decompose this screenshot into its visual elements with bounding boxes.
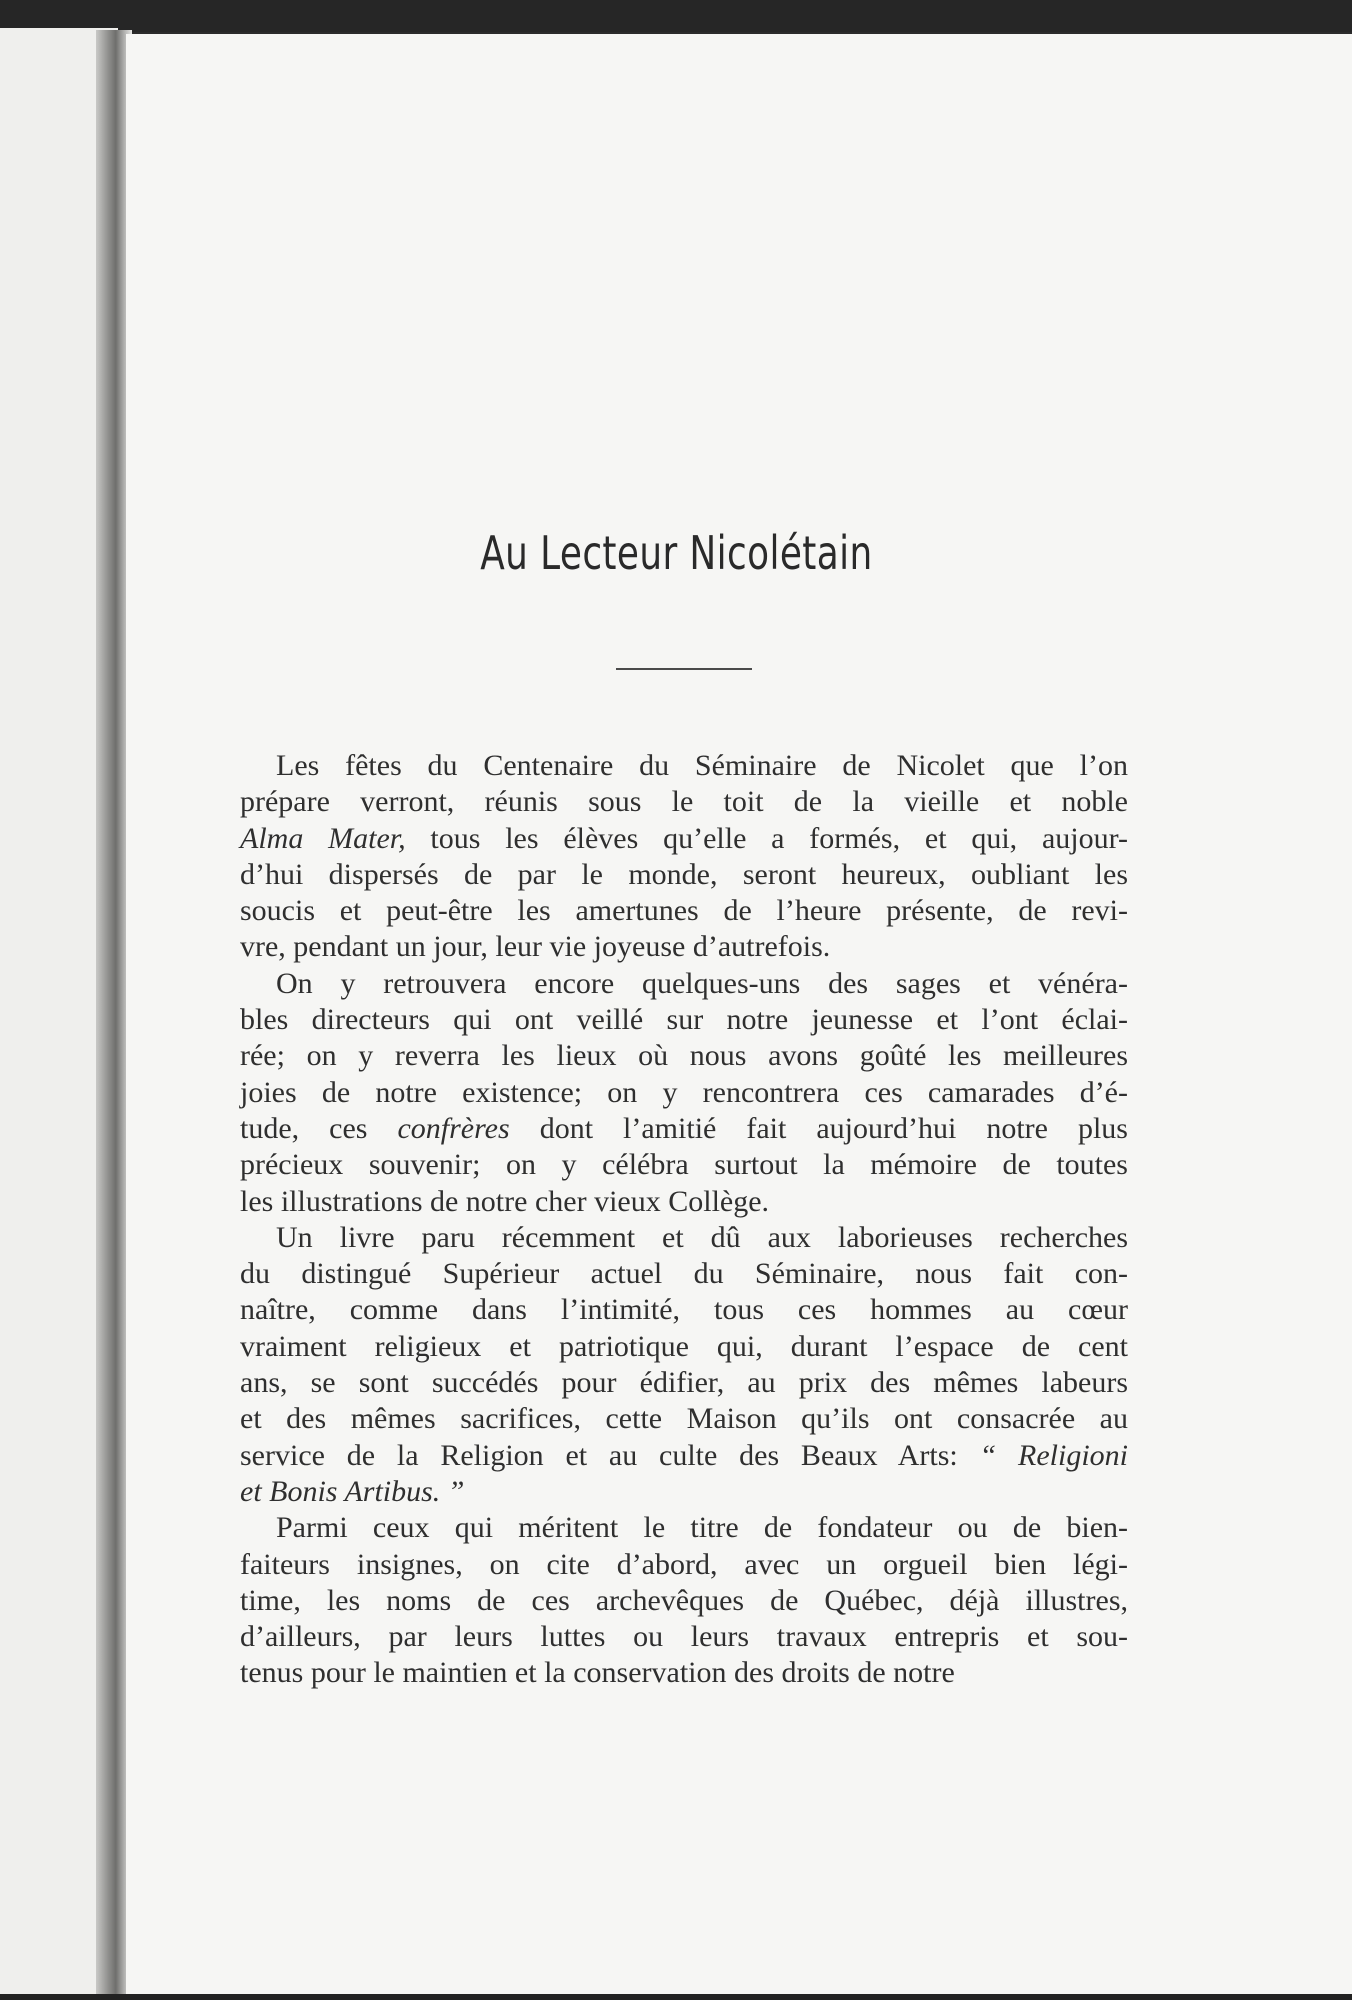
text-line [240, 1365, 1128, 1401]
italic-text-run: et Bonis Artibus. ” [240, 1474, 465, 1508]
text-line [240, 1329, 1128, 1365]
text-run: joies de notre existence; on y rencontrera ces camarades d’é- [240, 1075, 1128, 1109]
italic-text-run: confrères [397, 1111, 510, 1145]
text-run: rée; on y reverra les lieux où nous avons goûté les meilleures [240, 1039, 1128, 1073]
text-run: Les fêtes du Centenaire du Séminaire de Nicolet que l’on [276, 749, 1128, 782]
text-line [240, 784, 1128, 820]
text-line [240, 1002, 1128, 1038]
text-line [240, 966, 1128, 1002]
title-rule [616, 668, 752, 670]
text-line [240, 1401, 1128, 1437]
text-run: ans, se sont succédés pour édifier, au prix des mêmes labeurs [240, 1366, 1128, 1400]
text-line [240, 1547, 1128, 1583]
text-line [240, 929, 1128, 965]
text-run: tude, ces [240, 1111, 398, 1145]
text-run: tous les élèves qu’elle a formés, et qui, aujour- [405, 821, 1129, 855]
text-line [240, 1292, 1128, 1328]
text-line [240, 893, 1128, 929]
text-run: Un livre paru récemment et dû aux laborieuses recherches [276, 1220, 1128, 1254]
text-run: service de la Religion et au culte des Beaux Arts: [240, 1438, 980, 1472]
text-line [240, 857, 1128, 893]
text-line [240, 1038, 1128, 1074]
text-line [240, 1256, 1128, 1292]
text-run: précieux souvenir; on y célébra surtout la mémoire de toutes [240, 1148, 1128, 1182]
text-run: Parmi ceux qui méritent le titre de fondateur ou de bien- [276, 1511, 1128, 1545]
text-run: et des mêmes sacrifices, cette Maison qu’ils ont consacrée au [240, 1402, 1128, 1436]
text-run: time, les noms de ces archevêques de Québec, déjà illustres, [240, 1583, 1128, 1617]
text-line [240, 1438, 1128, 1474]
text-run: d’hui dispersés de par le monde, seront heureux, oubliant les [240, 857, 1128, 891]
text-line [240, 1075, 1128, 1111]
text-run: naître, comme dans l’intimité, tous ces hommes au cœur [240, 1293, 1128, 1327]
text-line [240, 748, 1128, 784]
page-title: Au Lecteur Nicolétain [480, 526, 873, 580]
text-line [240, 1619, 1128, 1655]
text-run: vraiment religieux et patriotique qui, durant l’espace de cent [240, 1329, 1128, 1363]
text-run: du distingué Supérieur actuel du Séminaire, nous fait con- [240, 1257, 1128, 1291]
text-run: faiteurs insignes, on cite d’abord, avec un orgueil bien légi- [240, 1547, 1128, 1581]
text-line [240, 1474, 1128, 1510]
italic-text-run: Alma Mater, [240, 821, 406, 855]
text-run: dont l’amitié fait aujourd’hui notre plus [509, 1111, 1128, 1145]
scan-bottom-border [0, 1994, 1352, 2000]
text-line [240, 1655, 1128, 1691]
text-line [240, 1510, 1128, 1546]
text-line [240, 1184, 1128, 1220]
text-run: tenus pour le maintien et la conservation des droits de notre [240, 1656, 955, 1690]
text-line [240, 1111, 1128, 1147]
text-run: soucis et peut-être les amertunes de l’heure présente, de revi- [240, 894, 1128, 928]
text-run: On y retrouvera encore quelques-uns des sages et vénéra- [276, 966, 1128, 1000]
body-text [240, 748, 1128, 1692]
italic-text-run: “ Religioni [979, 1438, 1129, 1472]
text-line [240, 821, 1128, 857]
text-run: d’ailleurs, par leurs luttes ou leurs travaux entrepris et sou- [240, 1620, 1128, 1654]
scan-top-border [0, 0, 1352, 32]
text-run: vre, pendant un jour, leur vie joyeuse d’autrefois. [240, 930, 831, 964]
text-run: bles directeurs qui ont veillé sur notre jeunesse et l’ont éclai- [240, 1003, 1128, 1037]
text-line [240, 1147, 1128, 1183]
text-line [240, 1583, 1128, 1619]
text-run: les illustrations de notre cher vieux Collège. [240, 1184, 770, 1218]
text-run: prépare verront, réunis sous le toit de la vieille et noble [240, 785, 1128, 819]
text-line [240, 1220, 1128, 1256]
